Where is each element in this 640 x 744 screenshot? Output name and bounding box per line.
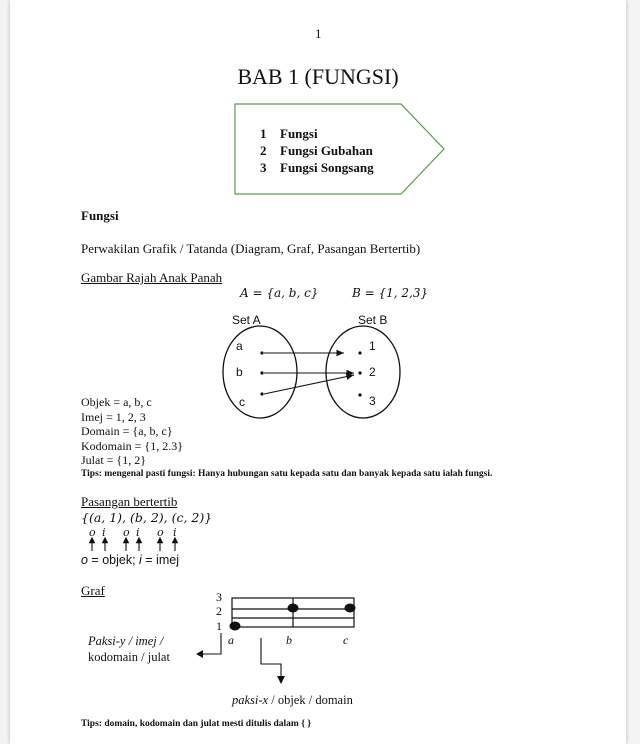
point-c-2 [345,604,356,613]
ordered-pairs-legend: o = objek; i = imej [81,553,179,567]
set-b-element: 2 [369,365,376,379]
point-a-1 [230,622,241,631]
toc-item-fungsi-songsang: 3 Fungsi Songsang [260,160,374,175]
pair-label-i: i [102,526,106,539]
set-a-element: c [239,395,245,409]
page-number: 1 [315,26,322,41]
pair-label-o: o [123,526,130,539]
ordered-pairs-heading: Pasangan bertertib [81,494,178,509]
set-b-label: Set B [358,313,388,327]
section-heading: Fungsi [81,208,119,223]
toc-item-fungsi-gubahan: 2 Fungsi Gubahan [260,143,373,158]
y-tick: 2 [216,604,222,618]
def-kodomain: Kodomain = {1, 2.3} [81,438,183,453]
y-axis-caption: Paksi-y / imej / kodomain / julat [88,634,170,664]
toc-item-fungsi: 1 Fungsi [260,126,318,141]
pair-label-i: i [136,526,140,539]
tips-notation: Tips: domain, kodomain dan julat mesti ditulis dalam { } [81,719,312,729]
pair-label-o: o [157,526,164,539]
x-tick: b [286,633,292,647]
tips-fungsi: Tips: mengenal pasti fungsi: Hanya hubungan satu kepada satu dan banyak kepada satu ialah fungsi. [81,469,493,479]
x-axis-caption: paksi-x / objek / domain [232,693,353,707]
set-a-definition: A = {a, b, c} [240,286,319,300]
y-tick: 3 [216,590,222,604]
intro-text: Perwakilan Grafik / Tatanda (Diagram, Graf, Pasangan Bertertib) [81,241,421,256]
set-b-ellipse [326,326,400,418]
graph-heading: Graf [81,583,105,598]
set-b-element: 3 [369,394,376,408]
document-page [10,0,626,744]
point-b-2 [288,604,299,613]
set-a-ellipse [223,326,297,418]
pair-label-o: o [89,526,96,539]
def-julat: Julat = {1, 2} [81,453,146,467]
def-objek: Objek = a, b, c [81,395,152,409]
set-a-element: b [236,365,243,379]
set-b-definition: B = {1, 2,3} [352,286,429,300]
arrow-diagram-heading: Gambar Rajah Anak Panah [81,270,223,285]
x-tick: c [343,633,349,647]
y-tick: 1 [216,619,222,633]
set-b-element: 1 [369,339,376,353]
chapter-title: BAB 1 (FUNGSI) [237,64,399,89]
pair-label-i: i [173,526,177,539]
definitions-list [81,395,183,468]
arrow-c-2 [264,375,354,394]
x-tick: a [228,633,234,647]
def-imej: Imej = 1, 2, 3 [81,409,146,424]
set-a-label: Set A [232,313,261,327]
ordered-pairs-set: {(a, 1), (b, 2), (c, 2)} [81,510,213,525]
def-domain: Domain = {a, b, c} [81,424,173,438]
set-a-element: a [236,339,243,353]
